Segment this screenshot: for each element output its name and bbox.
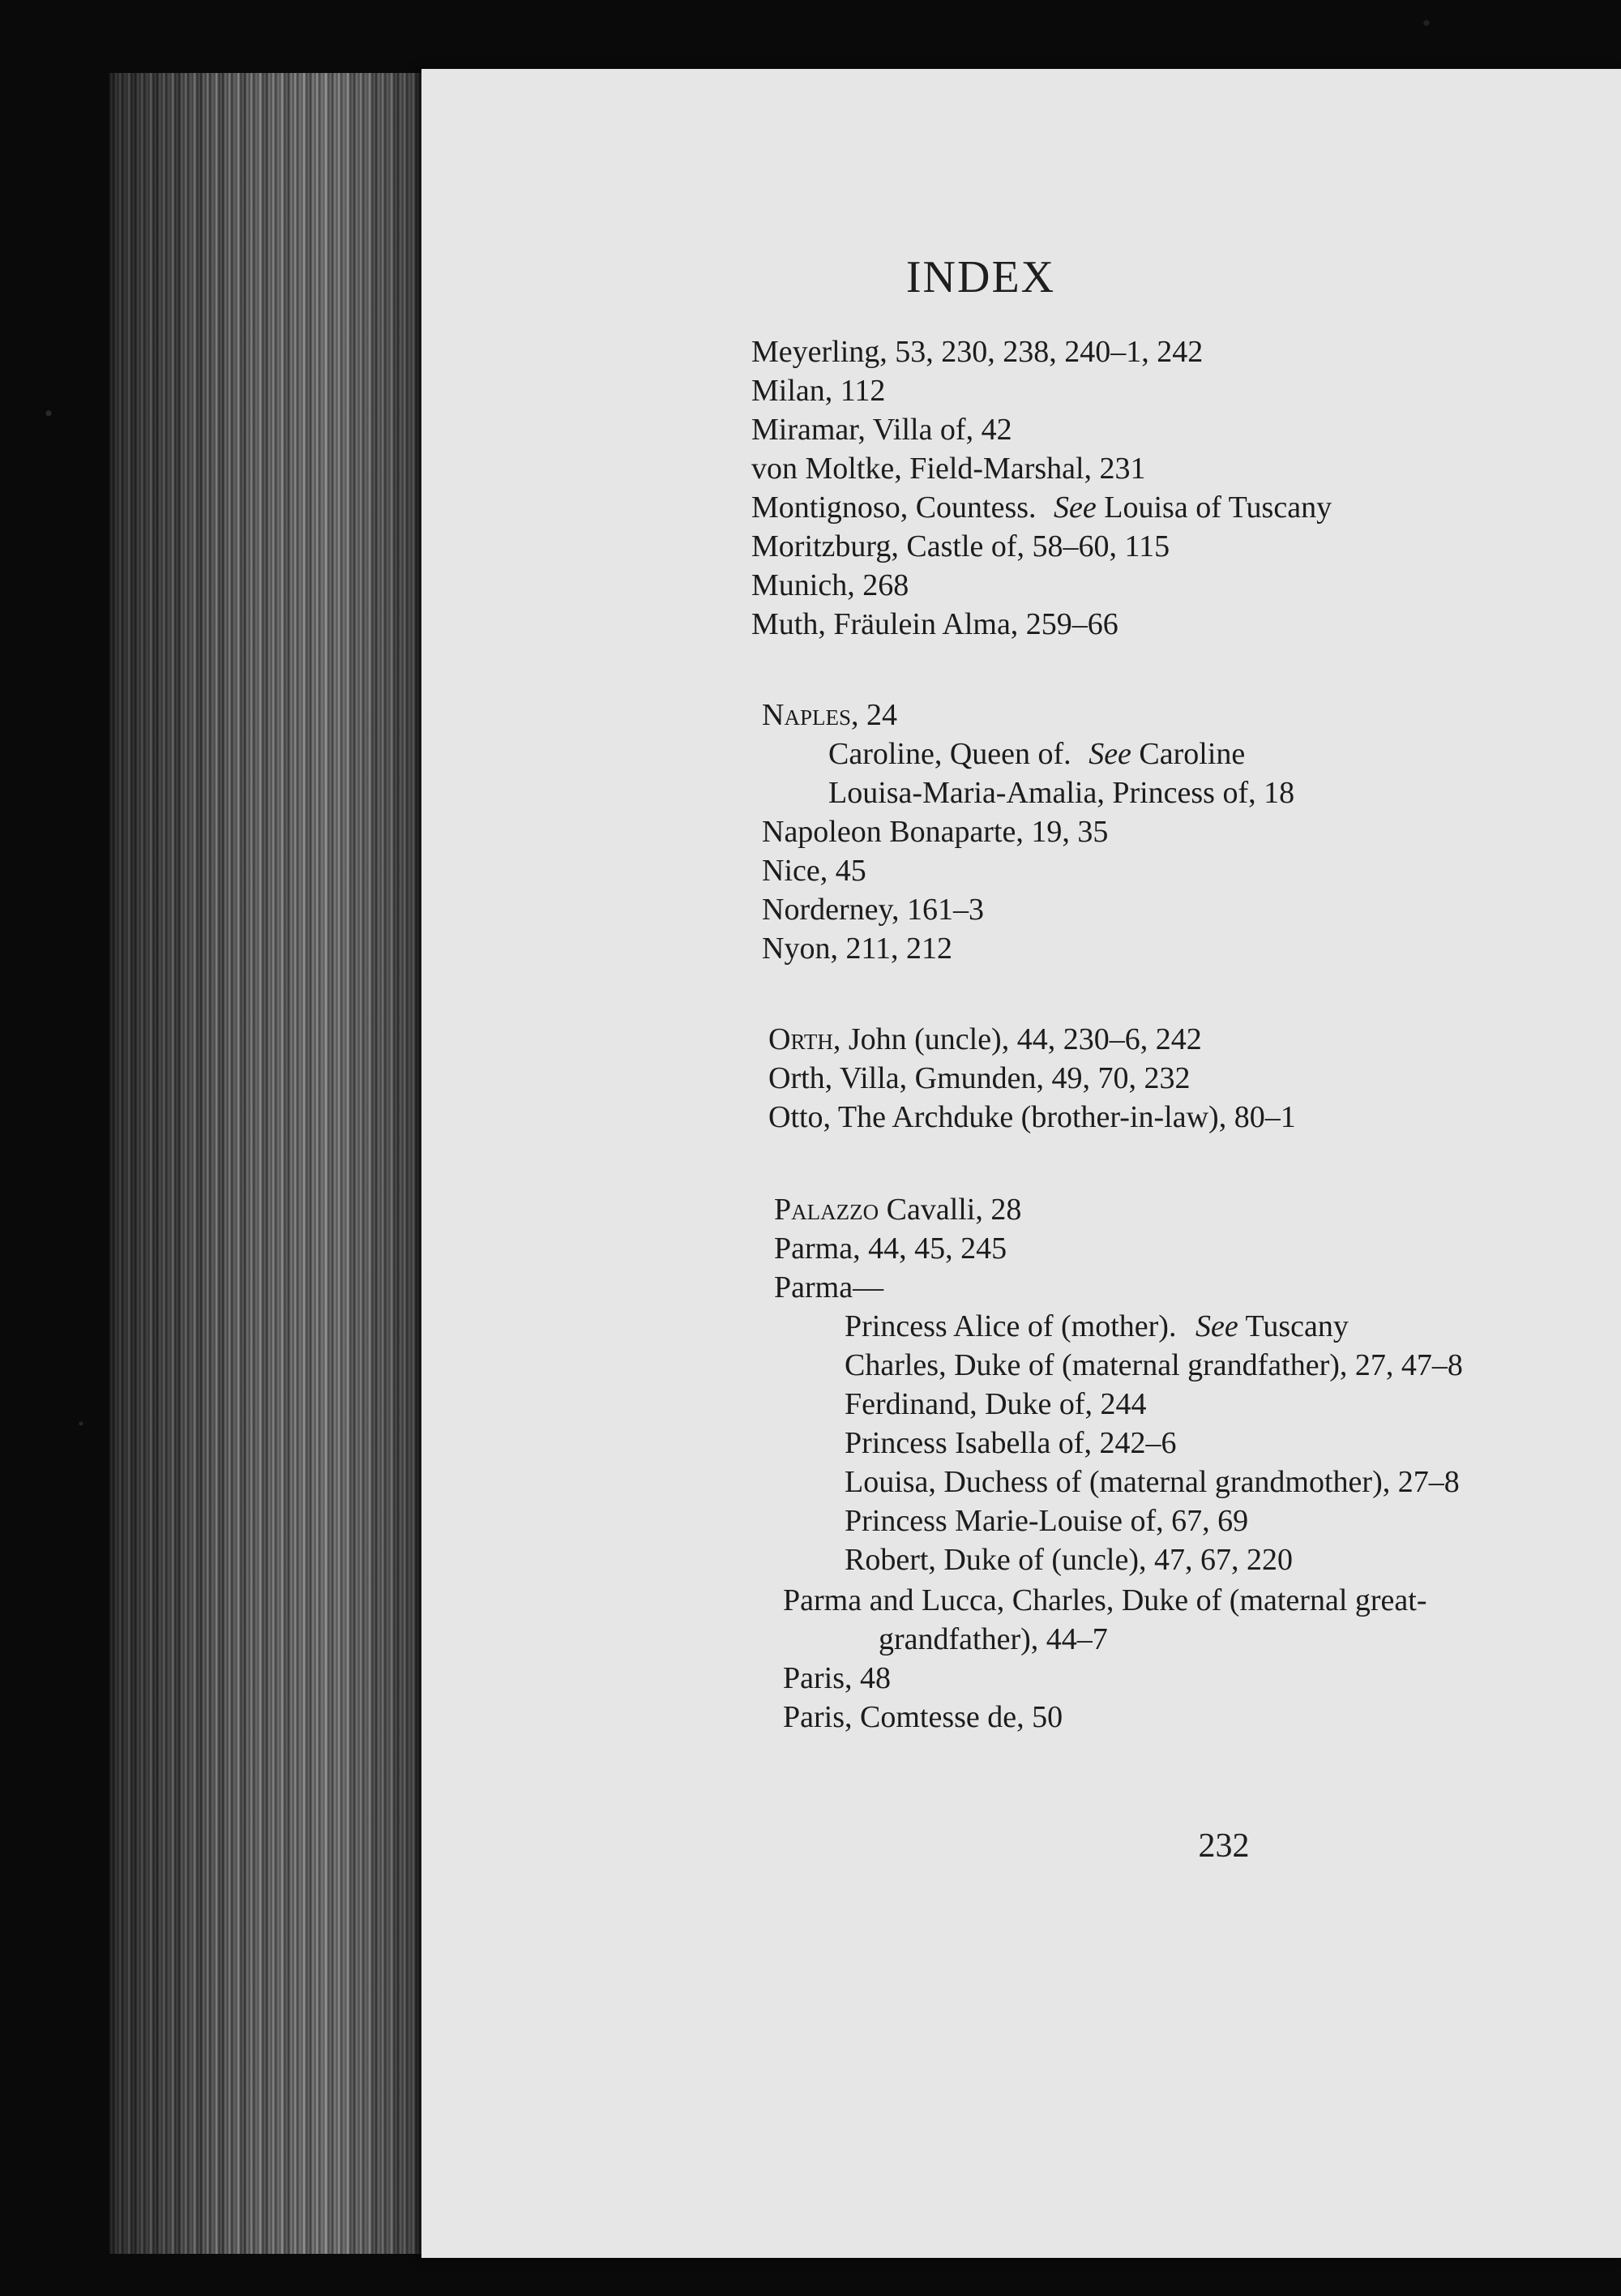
see-reference: See	[1089, 737, 1131, 771]
book-page-edges	[109, 73, 426, 2254]
index-entry: Parma, 44, 45, 245	[774, 1232, 1007, 1266]
index-subentry: Princess Isabella of, 242–6	[845, 1426, 1177, 1460]
index-subentry	[845, 1311, 1349, 1342]
index-entry: Nyon, 211, 212	[762, 932, 953, 966]
book-page	[421, 69, 1621, 2258]
index-entries	[421, 69, 1621, 2258]
index-entry: Moritzburg, Castle of, 58–60, 115	[751, 529, 1170, 563]
index-entry: Parma and Lucca, Charles, Duke of (maternal great-	[783, 1583, 1427, 1617]
entry-text: , 24	[850, 698, 897, 732]
entry-text: Caroline, Queen of.	[828, 737, 1071, 771]
index-subentry: Charles, Duke of (maternal grandfather), 27, 47–8	[845, 1348, 1463, 1382]
index-entry	[768, 1024, 1202, 1055]
index-subentry	[828, 739, 1245, 769]
index-subentry: Louisa-Maria-Amalia, Princess of, 18	[828, 776, 1295, 810]
index-entry: Nice, 45	[762, 854, 866, 888]
entry-text: Montignoso, Countess.	[751, 490, 1037, 525]
index-entry: Milan, 112	[751, 374, 886, 408]
index-entry: Napoleon Bonaparte, 19, 35	[762, 815, 1109, 849]
see-reference: See	[1195, 1309, 1238, 1343]
see-reference: See	[1054, 490, 1097, 525]
index-entry: Miramar, Villa of, 42	[751, 413, 1012, 447]
index-entry: Paris, Comtesse de, 50	[783, 1700, 1063, 1734]
index-entry: Munich, 268	[751, 568, 909, 602]
index-entry	[762, 700, 897, 730]
entry-text: Louisa of Tuscany	[1104, 490, 1332, 525]
entry-heading: Orth	[768, 1022, 833, 1056]
index-subentry: Robert, Duke of (uncle), 47, 67, 220	[845, 1543, 1293, 1577]
entry-text: Tuscany	[1245, 1309, 1349, 1343]
entry-text: Princess Alice of (mother).	[845, 1309, 1177, 1343]
index-entry: von Moltke, Field-Marshal, 231	[751, 452, 1146, 486]
entry-text: , John (uncle), 44, 230–6, 242	[832, 1022, 1202, 1056]
index-entry	[774, 1194, 1021, 1225]
entry-heading: Palazzo	[774, 1193, 879, 1227]
entry-text: Caroline	[1139, 737, 1246, 771]
index-subentry: Louisa, Duchess of (maternal grandmother), 27–8	[845, 1465, 1460, 1499]
index-subentry: Princess Marie-Louise of, 67, 69	[845, 1504, 1249, 1538]
entry-heading: Naples	[762, 698, 851, 732]
page-number: 232	[1198, 1827, 1250, 1865]
index-entry: Otto, The Archduke (brother-in-law), 80–1	[768, 1100, 1296, 1134]
entry-text: Cavalli, 28	[879, 1193, 1022, 1227]
index-entry: Muth, Fräulein Alma, 259–66	[751, 607, 1118, 641]
index-subentry: Ferdinand, Duke of, 244	[845, 1387, 1147, 1421]
page-title: INDEX	[905, 252, 1056, 302]
index-entry	[751, 492, 1332, 523]
index-entry: Paris, 48	[783, 1661, 891, 1695]
index-entry-continuation: grandfather), 44–7	[879, 1622, 1108, 1656]
index-entry: Norderney, 161–3	[762, 893, 985, 927]
index-entry: Orth, Villa, Gmunden, 49, 70, 232	[768, 1061, 1191, 1095]
index-entry: Parma—	[774, 1270, 884, 1304]
index-entry: Meyerling, 53, 230, 238, 240–1, 242	[751, 335, 1204, 369]
